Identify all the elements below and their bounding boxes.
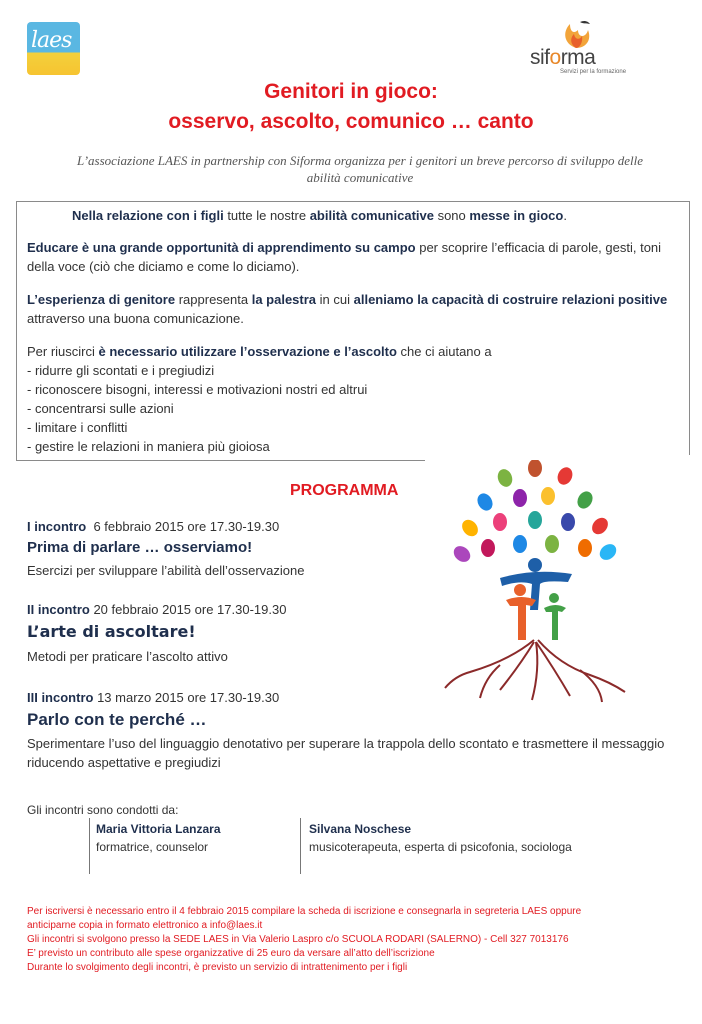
- footer-line: E’ previsto un contributo alle spese organizzative di 25 euro da versare all’atto dell’iscrizione: [27, 948, 435, 959]
- box-paragraph-1: [27, 206, 687, 225]
- conductor-role: formatrice, counselor: [96, 840, 209, 854]
- meeting-1-desc: Esercizi per sviluppare l’abilità dell’osservazione: [27, 563, 305, 578]
- meeting-2-header: [27, 602, 286, 617]
- meeting-2-desc: Metodi per praticare l’ascolto attivo: [27, 649, 228, 664]
- meeting-1-title: Prima di parlare … osserviamo!: [27, 539, 253, 556]
- meeting-3-desc: Sperimentare l’uso del linguaggio denotativo per superare la trappola dello scontato e trasmettere il messaggio riducendo aspettative e pregiudizi: [27, 736, 665, 770]
- meeting-3-title: Parlo con te perché …: [27, 710, 207, 729]
- family-tree-illustration: [440, 460, 630, 710]
- text: che ci aiutano a: [396, 344, 492, 359]
- tree-figures: [500, 558, 572, 640]
- laes-logo: [27, 22, 80, 75]
- list-item: - ridurre gli scontati e i pregiudizi: [27, 363, 215, 378]
- conductor-name: Maria Vittoria Lanzara: [96, 822, 221, 836]
- meeting-date: 13 marzo 2015 ore 17.30-19.30: [93, 690, 280, 705]
- intro-text: L’associazione LAES in partnership con Siforma organizza per i genitori un breve percorso di sviluppo delle abilità comunicative: [76, 153, 644, 185]
- siforma-word-part: rma: [560, 46, 596, 69]
- box-paragraph-2: [27, 238, 687, 276]
- siforma-word-part: sif: [530, 46, 550, 69]
- footer-line: anticiparne copia in formato elettronico a info@laes.it: [27, 920, 263, 931]
- bold-text: abilità comunicative: [309, 208, 434, 223]
- bold-text: L’esperienza di genitore: [27, 292, 176, 307]
- conductor-role: musicoterapeuta, esperta di psicofonia, sociologa: [309, 840, 572, 854]
- box-paragraph-4: [27, 342, 687, 361]
- siforma-wordmark: [530, 46, 595, 70]
- bold-text: è necessario utilizzare l’osservazione e l’ascolto: [98, 344, 397, 359]
- bold-text: messe in gioco: [469, 208, 564, 223]
- list-item: - riconoscere bisogni, interessi e motivazioni nostri ed altrui: [27, 382, 368, 397]
- list-item: - gestire le relazioni in maniera più gioiosa: [27, 439, 270, 454]
- text: per scoprire l’efficacia di parole, gesti, toni della voce (ciò che diciamo e come lo diciamo).: [27, 240, 662, 274]
- list-item: - limitare i conflitti: [27, 420, 128, 435]
- divider: [300, 818, 301, 874]
- page-title-line-2: osservo, ascolto, comunico … canto: [168, 110, 534, 133]
- meeting-label: II incontro: [27, 602, 90, 617]
- meeting-date: 6 febbraio 2015 ore 17.30-19.30: [86, 519, 280, 534]
- text: in cui: [316, 292, 354, 307]
- programme-title: PROGRAMMA: [290, 482, 399, 499]
- footer-line: Per iscriversi è necessario entro il 4 febbraio 2015 compilare la scheda di iscrizione e consegnarla in segreteria LAES oppure: [27, 906, 582, 917]
- laes-logo-text: laes: [31, 28, 72, 53]
- divider: [89, 818, 90, 874]
- bold-text: Educare è una grande opportunità di apprendimento su campo: [27, 240, 416, 255]
- meeting-label: III incontro: [27, 690, 94, 705]
- bold-text: Nella relazione con i figli: [72, 208, 224, 223]
- siforma-logo: [528, 18, 648, 78]
- meeting-label: I incontro: [27, 519, 87, 534]
- siforma-tagline: Servizi per la formazione: [560, 69, 627, 75]
- conductor-name: Silvana Noschese: [309, 822, 412, 836]
- bold-text: alleniamo la capacità di costruire relazioni positive: [353, 292, 668, 307]
- text: tutte le nostre: [223, 208, 310, 223]
- text: attraverso una buona comunicazione.: [27, 311, 244, 326]
- footer-line: Gli incontri si svolgono presso la SEDE LAES in Via Valerio Laspro c/o SCUOLA RODARI (SALERNO) - Cell 327 7013176: [27, 934, 569, 945]
- text: Per riuscirci: [27, 344, 99, 359]
- tree-roots: [445, 640, 625, 702]
- text: rappresenta: [175, 292, 252, 307]
- text: .: [563, 208, 567, 223]
- tree-leaves: [451, 460, 620, 565]
- bold-text: la palestra: [251, 292, 317, 307]
- text: sono: [433, 208, 470, 223]
- meeting-date: 20 febbraio 2015 ore 17.30-19.30: [89, 602, 287, 617]
- siforma-word-part: o: [549, 46, 561, 69]
- meeting-2-title: L’arte di ascoltare!: [27, 622, 196, 641]
- list-item: - concentrarsi sulle azioni: [27, 401, 174, 416]
- meeting-1-header: [27, 519, 279, 534]
- meeting-3-header: [27, 690, 279, 705]
- box-paragraph-3: [27, 290, 687, 328]
- page-title-line-1: Genitori in gioco:: [264, 80, 438, 103]
- footer-line: Durante lo svolgimento degli incontri, è previsto un servizio di intrattenimento per i figli: [27, 962, 408, 973]
- conductors-label: Gli incontri sono condotti da:: [27, 803, 179, 817]
